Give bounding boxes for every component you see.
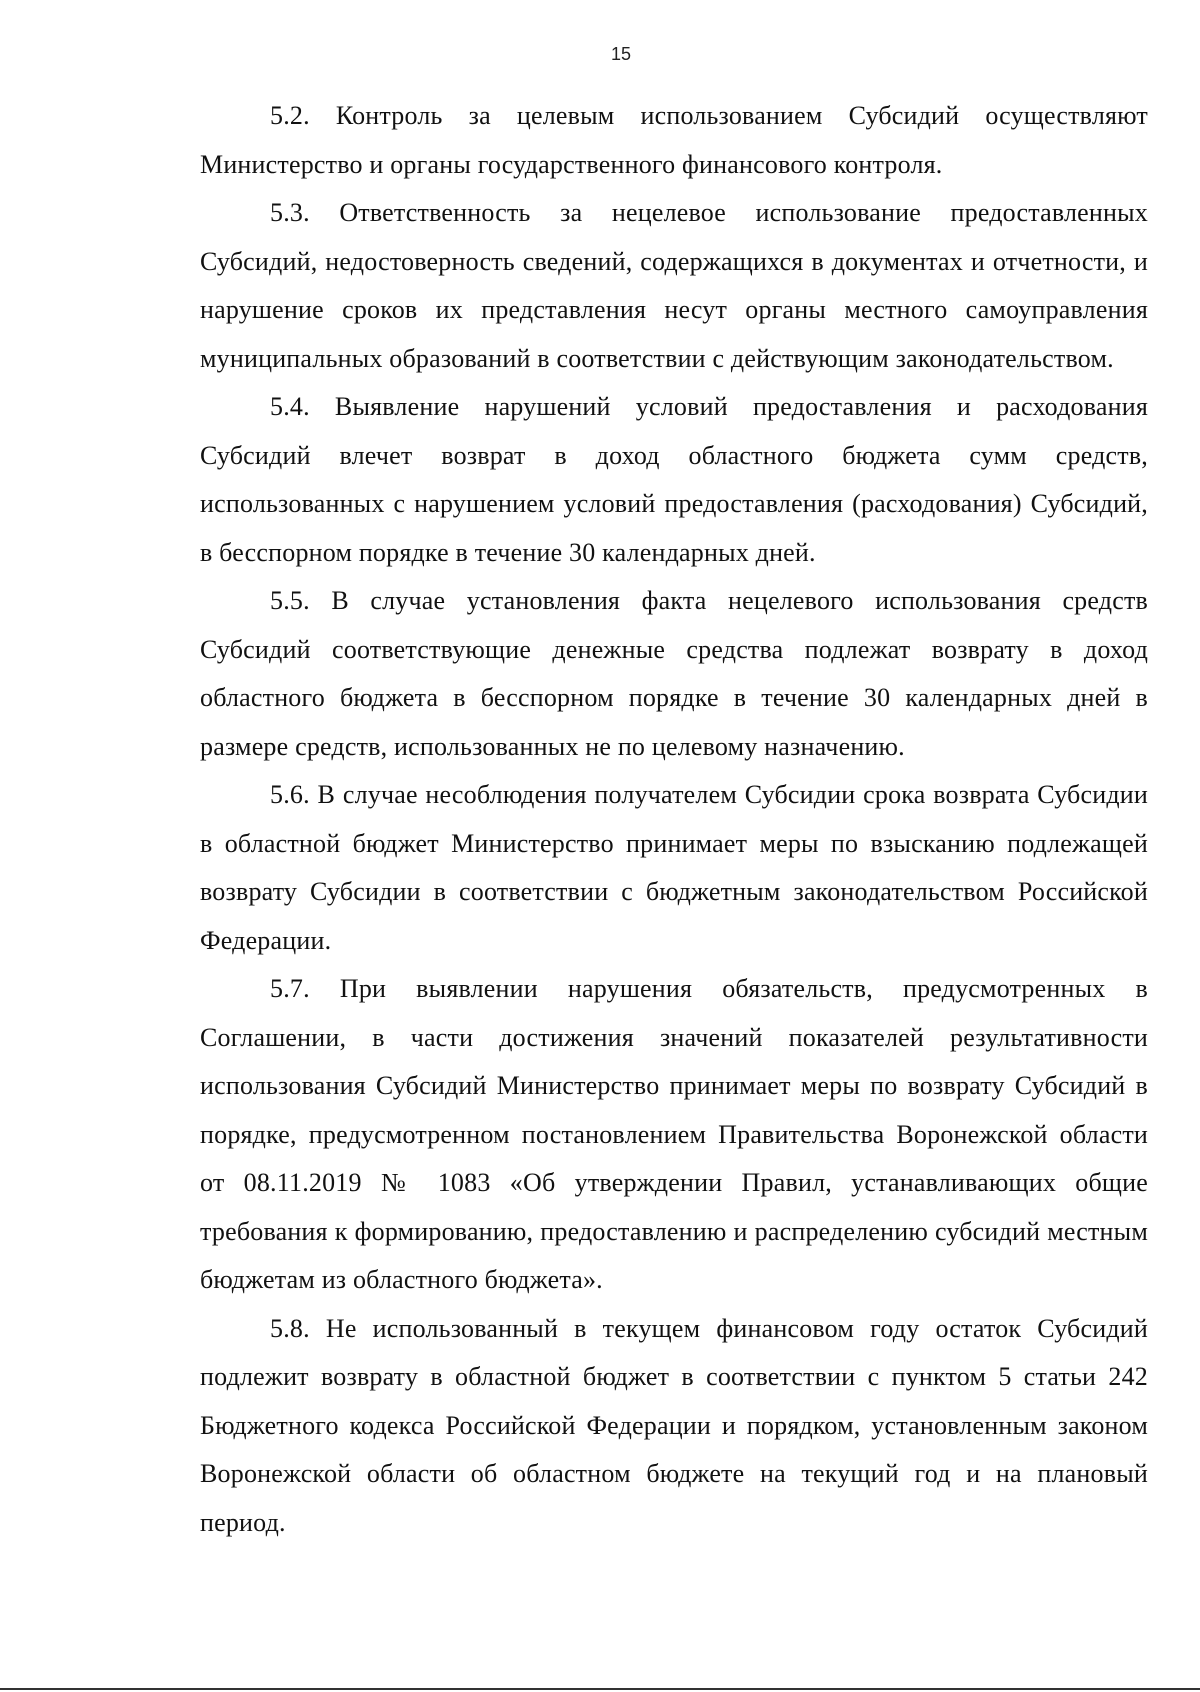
- paragraph-5-6: 5.6. В случае несоблюдения получателем Субсидии срока возврата Субсидии в областной бюджет Министерство принимает меры по взысканию подлежащей возврату Субсидии в соответствии с бюджетным законодательством Российской Федерации.: [200, 780, 1148, 955]
- page-number: 15: [610, 44, 632, 64]
- paragraph-5-3: 5.3. Ответственность за нецелевое использование предоставленных Субсидий, недостоверность сведений, содержащихся в документах и отчетности, и нарушение сроков их представления несут органы местного самоуправления муниципальных образований в соответствии с действующим законодательством.: [200, 198, 1148, 373]
- paragraph-5-4: 5.4. Выявление нарушений условий предоставления и расходования Субсидий влечет возврат в доход областного бюджета сумм средств, использованных с нарушением условий предоставления (расходования) Субсидий, в бесспорном порядке в течение 30 календарных дней.: [200, 392, 1148, 567]
- document-body: [200, 92, 1148, 1547]
- bottom-border-line: [0, 1688, 1200, 1690]
- paragraph-5-5: 5.5. В случае установления факта нецелевого использования средств Субсидий соответствующие денежные средства подлежат возврату в доход областного бюджета в бесспорном порядке в течение 30 календарных дней в размере средств, использованных не по целевому назначению.: [200, 586, 1148, 761]
- paragraph-5-7: 5.7. При выявлении нарушения обязательств, предусмотренных в Соглашении, в части достижения значений показателей результативности использования Субсидий Министерство принимает меры по возврату Субсидий в порядке, предусмотренном постановлением Правительства Воронежской области от 08.11.2019 № 1083 «Об утверждении Правил, устанавливающих общие требования к формированию, предоставлению и распределению субсидий местным бюджетам из областного бюджета».: [200, 974, 1148, 1294]
- paragraph-5-2: 5.2. Контроль за целевым использованием Субсидий осуществляют Министерство и органы государственного финансового контроля.: [200, 101, 1148, 179]
- paragraph-5-8: 5.8. Не использованный в текущем финансовом году остаток Субсидий подлежит возврату в областной бюджет в соответствии с пунктом 5 статьи 242 Бюджетного кодекса Российской Федерации и порядком, установленным законом Воронежской области об областном бюджете на текущий год и на плановый период.: [200, 1313, 1148, 1537]
